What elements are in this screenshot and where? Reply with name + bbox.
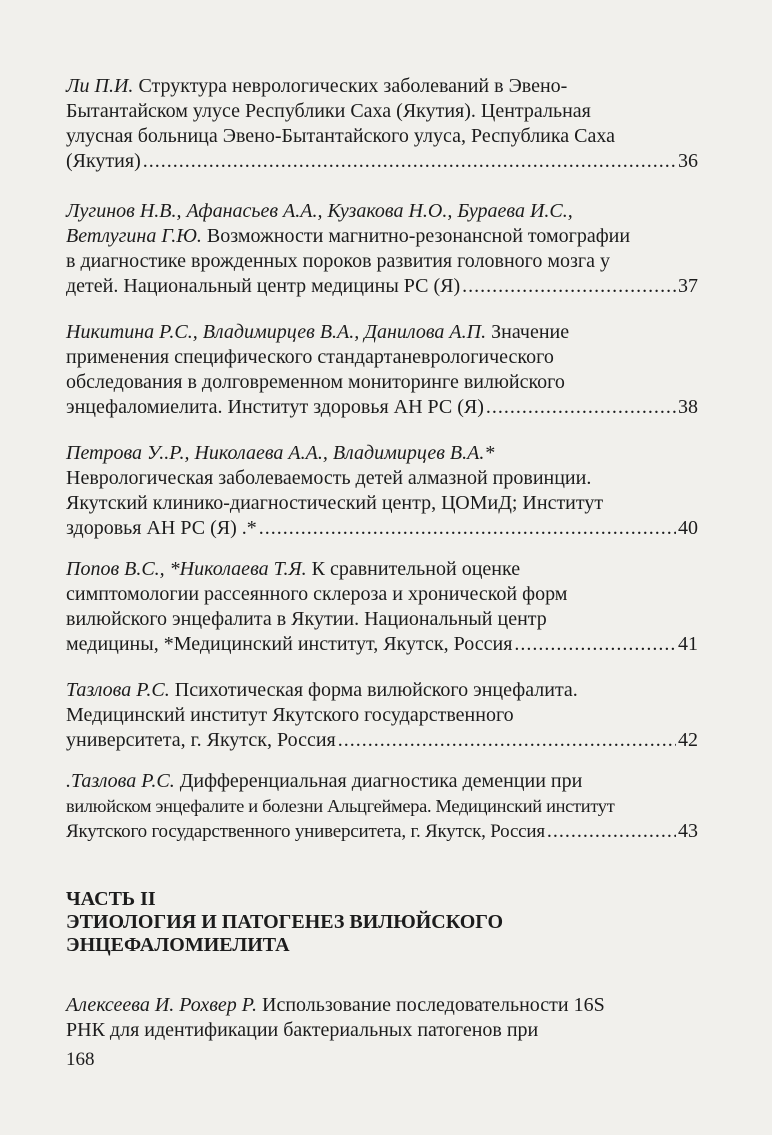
entry-authors: Ли П.И. (66, 75, 134, 97)
entry-authors: Петрова У..Р., Николаева А.А., Владимирцев В.А.* (66, 442, 495, 464)
entry-text: в диагностике врожденных пороков развития головного мозга у (66, 250, 611, 272)
toc-entry[interactable] (66, 557, 698, 657)
entry-text: вилюйского энцефалита в Якутии. Национальный центр (66, 608, 547, 630)
entry-authors: Тазлова Р.С. (66, 679, 170, 701)
entry-text: детей. Национальный центр медицины РС (Я) (66, 275, 461, 297)
section-heading (66, 888, 698, 957)
entry-text: Структура неврологических заболеваний в Эвено- (133, 75, 568, 97)
entry-text: Возможности магнитно-резонансной томографии (201, 225, 631, 247)
section-title-line: ЭТИОЛОГИЯ И ПАТОГЕНЕЗ ВИЛЮЙСКОГО (66, 911, 504, 933)
entry-page-number: 43 (678, 820, 698, 842)
entry-text: Медицинский институт Якутского государственного (66, 704, 514, 726)
entry-page-number: 36 (678, 150, 698, 172)
entry-page-number: 41 (678, 633, 698, 655)
entry-text: улусная больница Эвено-Бытантайского улуса, Республика Саха (66, 125, 615, 147)
toc-entry[interactable] (66, 993, 698, 1043)
entry-text: (Якутия) (66, 150, 141, 172)
entry-text: здоровья АН РС (Я) .* (66, 517, 257, 539)
dot-leader (143, 149, 676, 174)
entry-authors: Ветлугина Г.Ю. (66, 225, 202, 247)
section-part-label: ЧАСТЬ II (66, 888, 156, 910)
entry-text: симптомологии рассеянного склероза и хронической форм (66, 583, 568, 605)
entry-authors: Попов В.С., *Николаева Т.Я. (66, 558, 307, 580)
dot-leader (338, 728, 676, 753)
toc-entry[interactable] (66, 441, 698, 541)
entry-text: медицины, *Медицинский институт, Якутск, Россия (66, 633, 513, 655)
entry-text: Значение (486, 321, 570, 343)
entry-text: К сравнительной оценке (306, 558, 521, 580)
section-title-line: ЭНЦЕФАЛОМИЕЛИТА (66, 934, 290, 956)
entry-authors: Алексеева И. Рохвер Р. (66, 994, 258, 1016)
entry-text: энцефаломиелита. Институт здоровья АН РС (Я) (66, 396, 484, 418)
dot-leader (259, 516, 676, 541)
entry-page-number: 42 (678, 729, 698, 751)
entry-page-number: 37 (678, 275, 698, 297)
entry-text: применения специфического стандартаневрологического (66, 346, 554, 368)
entry-authors: Никитина Р.С., Владимирцев В.А., Данилова А.П. (66, 321, 487, 343)
entry-text: Использование последовательности 16S (257, 994, 605, 1016)
entry-authors: .Тазлова Р.С. (66, 770, 175, 792)
dot-leader (462, 274, 676, 299)
entry-page-number: 38 (678, 396, 698, 418)
entry-text: Неврологическая заболеваемость детей алмазной провинции. (66, 467, 592, 489)
dot-leader (486, 395, 676, 420)
entry-text: обследования в долговременном мониторинге вилюйского (66, 371, 565, 393)
entry-text: РНК для идентификации бактериальных патогенов при (66, 1019, 539, 1041)
toc-entry[interactable] (66, 74, 698, 174)
entry-authors: Лугинов Н.В., Афанасьев А.А., Кузакова Н.О., Бураева И.С., (66, 200, 573, 222)
dot-leader (547, 819, 676, 844)
entry-text: Бытантайском улусе Республики Саха (Якутия). Центральная (66, 100, 591, 122)
toc-entry[interactable] (66, 320, 698, 420)
entry-text: университета, г. Якутск, Россия (66, 729, 336, 751)
entry-page-number: 40 (678, 517, 698, 539)
toc-entry[interactable] (66, 678, 698, 753)
dot-leader (514, 632, 676, 657)
entry-text: Якутский клинико-диагностический центр, ЦОМиД; Институт (66, 492, 604, 514)
page-number: 168 (66, 1049, 95, 1070)
toc-entry[interactable] (66, 199, 698, 299)
toc-entry[interactable] (66, 769, 698, 844)
entry-text: вилюйском энцефалите и болезни Альцгеймера. Медицинский институт (66, 796, 615, 816)
entry-text: Дифференциальная диагностика деменции при (174, 770, 583, 792)
entry-text: Якутского государственного университета, г. Якутск, Россия (66, 821, 545, 842)
entry-text: Психотическая форма вилюйского энцефалита. (169, 679, 578, 701)
